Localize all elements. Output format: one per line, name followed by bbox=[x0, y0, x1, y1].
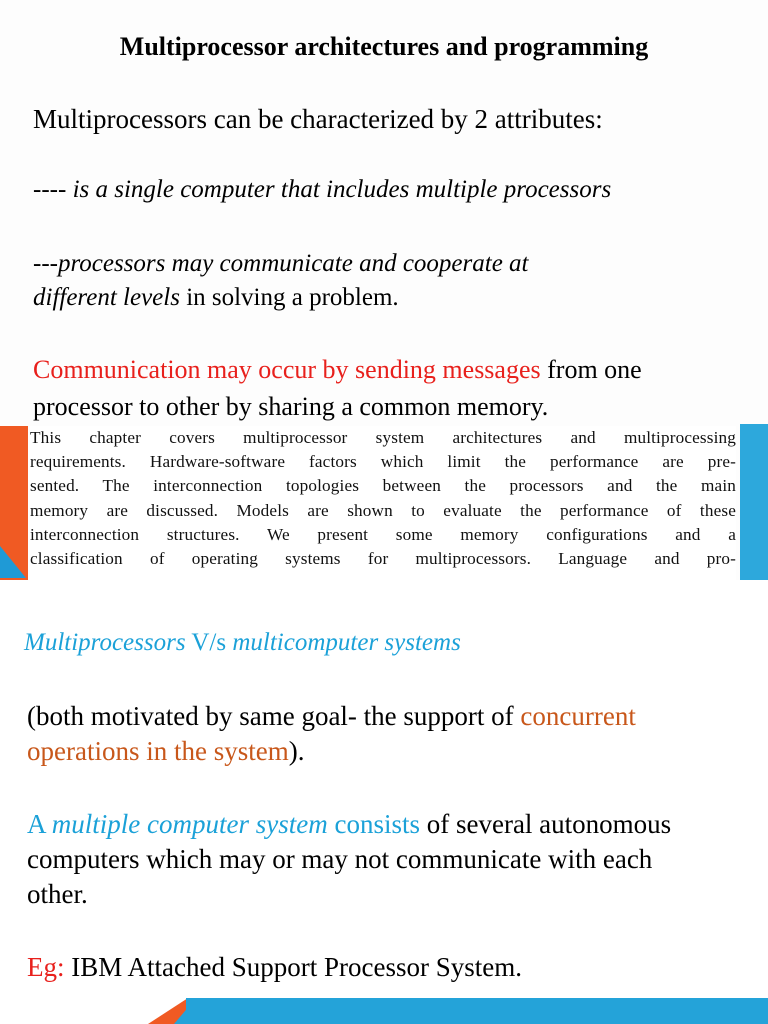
bullet-2-dashes: --- bbox=[33, 250, 58, 277]
para-2-line-3: other. bbox=[27, 879, 88, 909]
bullet-2-text-1: processors may communicate and cooperate at bbox=[57, 250, 529, 277]
example-text: IBM Attached Support Processor System. bbox=[64, 952, 522, 982]
example-line bbox=[27, 952, 522, 983]
para-2-line-1 bbox=[27, 809, 671, 840]
example-label: Eg: bbox=[27, 952, 65, 982]
excerpt-line: This chapter covers multiprocessor system architectures and multiprocessing bbox=[30, 428, 736, 447]
para-2-consists: consists bbox=[327, 809, 420, 839]
para-1-highlight-1: concurrent bbox=[520, 701, 636, 731]
scanned-excerpt bbox=[30, 426, 736, 580]
para-2-a: A bbox=[27, 809, 52, 839]
excerpt-line: memory are discussed. Models are shown to evaluate the performance of these bbox=[30, 500, 736, 520]
slide-1-title: Multiprocessor architectures and programming bbox=[119, 32, 649, 61]
bullet-1-text: is a single computer that includes multiple processors bbox=[66, 176, 612, 203]
title-multiprocessors: Multiprocessors bbox=[24, 629, 186, 656]
bullet-2-line-1 bbox=[33, 250, 529, 278]
slide-2 bbox=[0, 580, 768, 1024]
communication-highlight: Communication may occur by sending messages bbox=[33, 355, 541, 384]
slide-2-title bbox=[24, 629, 461, 657]
excerpt-line: interconnection structures. We present some memory configurations and a bbox=[30, 524, 736, 544]
para-1-highlight-2: operations in the system bbox=[27, 736, 289, 766]
bullet-1 bbox=[33, 176, 611, 204]
excerpt-line: requirements. Hardware-software factors which limit the performance are pre- bbox=[30, 452, 736, 472]
title-multicomputer: multicomputer systems bbox=[232, 629, 461, 656]
excerpt-line: classification of operating systems for multiprocessors. Language and pro- bbox=[30, 549, 736, 569]
bullet-2-line-2 bbox=[33, 284, 399, 312]
para-1-line-1 bbox=[27, 701, 636, 732]
intro-text: Multiprocessors can be characterized by 2 attributes: bbox=[33, 104, 603, 134]
accent-bar-right bbox=[740, 424, 768, 580]
communication-text-1: from one bbox=[540, 355, 642, 384]
title-vs: V/s bbox=[185, 629, 233, 656]
bullet-2-italic-2: different levels bbox=[33, 284, 180, 311]
para-1-text-1: (both motivated by same goal- the support of bbox=[27, 701, 521, 731]
communication-line-2: processor to other by sharing a common memory. bbox=[33, 392, 549, 421]
para-2-line-2: computers which may or may not communicate with each bbox=[27, 844, 653, 874]
footer-accent-blue bbox=[186, 998, 768, 1024]
accent-triangle-left bbox=[0, 546, 26, 578]
para-1-line-2 bbox=[27, 736, 304, 767]
excerpt-line: sented. The interconnection topologies between the processors and the main bbox=[30, 476, 736, 496]
bullet-1-dashes: ---- bbox=[33, 176, 67, 203]
communication-line-1 bbox=[33, 355, 642, 385]
para-2-term: multiple computer system bbox=[51, 809, 328, 839]
para-1-text-2: ). bbox=[288, 736, 305, 766]
bullet-2-plain-2: in solving a problem. bbox=[179, 284, 399, 311]
para-2-text-1: of several autonomous bbox=[419, 809, 672, 839]
